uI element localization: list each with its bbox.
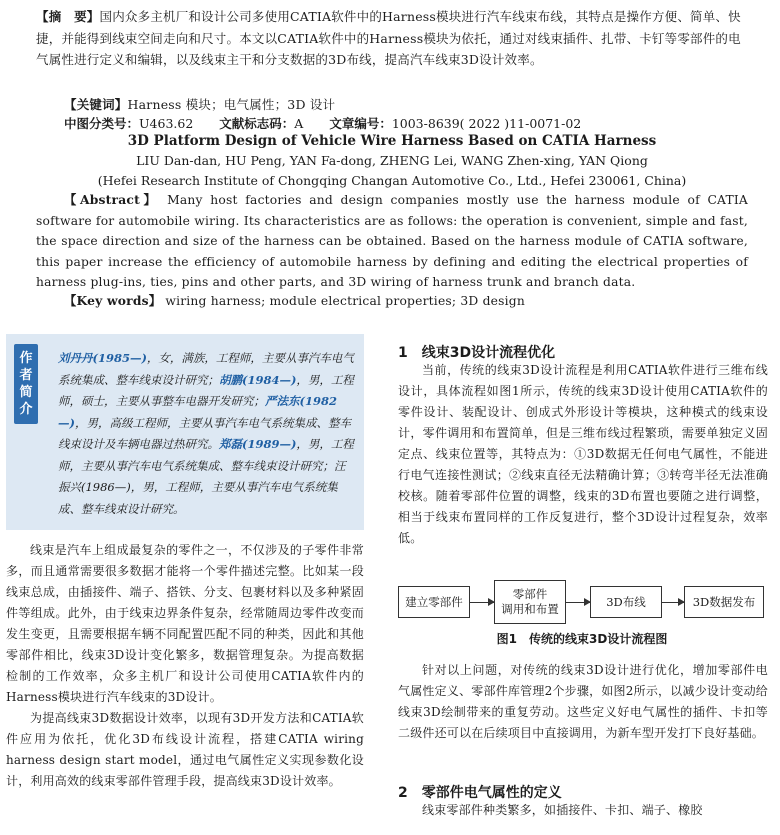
section-1-paragraph-2: 针对以上问题，对传统的线束3D设计进行优化，增加零部件电气属性定义、零部件库管理2个步骤，如图2所示，以减少设计变动给线束3D绘制带来的重复劳动。这些定义好电气属性的插件、卡扣等二级件还可以在后续项目中直接调用，为新车型开发打下良好基础。 <box>398 663 768 740</box>
author-bio-text: 刘丹丹(1985—)，女，满族，工程师，主要从事汽车电气系统集成、整车线束设计研究；胡鹏(1984—)，男，工程师，硕士，主要从事整车电器开发研究；严法东(1982—)，男，高级工程师，主要从事汽车电气系统集成、整车线束设计及车辆电器过热研究。郑磊(1989—)，男，工程师，主要从事汽车电气系统集成、整车线束设计研究；汪振兴(1986—)，男，工程师，主要从事汽车电气系统集成、整车线束设计研究。 <box>58 351 354 516</box>
abstract-en-text: Many host factories and design companies mostly use the harness module of CATIA software for automobile wiring. Its characteristics are as follows: the operation is convenient, simple and fast, the space direction and size of the harness can be obtained. Based on the harness module of CATIA software, this paper increase the efficiency of automobile harness by defining and editing the electrical properties of harness plug-ins, ties, pins and other parts, and 3D wiring of harness trunk and branch data. <box>36 193 749 289</box>
abstract-en-label: 【Abstract】 <box>64 192 160 207</box>
flow-step-4: 3D数据发布 <box>684 586 764 618</box>
doc-code: 文献标志码：A <box>219 116 304 131</box>
abstract-en <box>36 190 748 293</box>
section-2-body <box>398 800 768 821</box>
keywords-zh-label: 【关键词】 <box>64 97 128 112</box>
flow-step-1: 建立零部件 <box>398 586 470 618</box>
section-2-heading <box>398 782 768 802</box>
figure-1-caption <box>396 630 768 647</box>
keywords-en-text: wiring harness; module electrical properties; 3D design <box>165 294 525 308</box>
abstract-zh <box>36 6 748 71</box>
flow-arrow-2 <box>566 602 590 603</box>
section-2-paragraph-1: 线束零部件种类繁多，如插接件、卡扣、端子、橡胶 <box>422 803 703 817</box>
figure-1 <box>396 578 768 650</box>
abstract-zh-label: 【摘 要】 <box>36 9 100 24</box>
bio-name-4: 郑磊(1989—) <box>219 437 297 451</box>
figure-1-caption-text: 传统的线束3D设计流程图 <box>529 632 668 646</box>
keywords-zh-text: Harness 模块；电气属性；3D 设计 <box>127 97 336 112</box>
bio-name-3: 严法东(1982—) <box>58 394 337 430</box>
article-number: 文章编号：1003-8639( 2022 )11-0071-02 <box>329 116 582 131</box>
affiliation-en: (Hefei Research Institute of Chongqing Changan Automotive Co., Ltd., Hefei 230061, China) <box>97 173 687 188</box>
title-en: 3D Platform Design of Vehicle Wire Harness Based on CATIA Harness <box>127 133 657 149</box>
keywords-en-label: 【Key words】 <box>64 293 162 308</box>
section-2-number: 2 <box>398 785 408 801</box>
left-body <box>6 540 364 792</box>
section-2-title: 零部件电气属性的定义 <box>421 785 562 801</box>
left-paragraph-1: 线束是汽车上组成最复杂的零件之一，不仅涉及的子零件非常多，而且通常需要很多数据才能将一个零件描述完整。比如某一段线束总成，由插接件、端子、搭铁、分支、包裹材料以及多种紧固件等组成。此外，由于线束边界条件复杂，经常随周边零件改变而发生变更，且需要根据车辆不同配置匹配不同的种类，因此和其他零部件相比，线束3D设计变化繁多，数据管理复杂。为提高数据检制的工作效率，众多主机厂和设计公司使用CATIA软件内的Harness模块进行汽车线束的3D设计。 <box>6 543 364 704</box>
section-1-heading <box>398 342 768 362</box>
bio-name-1: 刘丹丹(1985—) <box>58 351 147 365</box>
author-bio-tag: 作 者 简 介 <box>14 344 38 424</box>
flow-arrow-3 <box>662 602 684 603</box>
section-1-paragraph-1: 当前，传统的线束3D设计流程是利用CATIA软件进行三维布线设计，具体流程如图1所示，传统的线束3D设计使用CATIA软件的零件设计、装配设计、创成式外形设计等模块，这种模式的线束设计，零件调用和布置简单，但是三维布线过程繁琐，需要单独定义固定点、线束位置等，其特点为：①3D数据无任何电气属性，不能进行电气连接性测试；②线束直径无法精确计算；③转弯半径无法准确校核。随着零部件位置的调整，线束的3D布置也要随之进行调整，相当于线束布置同样的工作反复进行，整个3D设计过程复杂，效率低。 <box>398 363 768 545</box>
section-1-body-2 <box>398 660 768 744</box>
abstract-zh-text: 国内众多主机厂和设计公司多使用CATIA软件中的Harness模块进行汽车线束布线，其特点是操作方便、简单、快捷，并能得到线束空间走向和尺寸。本文以CATIA软件中的Harness模块为依托，通过对线束插件、扎带、卡钉等零部件的电气属性进行定义和编辑，以及线束主干和分支数据的3D布线，提高汽车线束3D设计效率。 <box>36 9 741 67</box>
author-bio-box <box>6 334 364 530</box>
figure-1-number: 图1 <box>496 632 518 646</box>
flow-arrow-1 <box>470 602 494 603</box>
clc: 中图分类号：U463.62 <box>64 116 194 131</box>
section-1-title: 线束3D设计流程优化 <box>421 345 556 361</box>
classification-line <box>64 114 764 132</box>
flow-step-3: 3D布线 <box>590 586 662 618</box>
left-paragraph-2: 为提高线束3D数据设计效率，以现有3D开发方法和CATIA软件应用为依托，优化3D布线设计流程，搭建CATIA wiring harness design start model，通过电气属性定义实现参数化设计，利用高效的线束零部件管理手段，提高线束3D设计效率。 <box>6 711 364 788</box>
keywords-zh <box>64 94 764 116</box>
flow-step-2: 零部件 调用和布置 <box>494 580 566 624</box>
authors-en: LIU Dan-dan, HU Peng, YAN Fa-dong, ZHENG Lei, WANG Zhen-xing, YAN Qiong <box>136 153 648 168</box>
bio-name-2: 胡鹏(1984—) <box>219 372 297 387</box>
section-1-body <box>398 360 768 549</box>
keywords-en <box>64 290 764 312</box>
section-1-number: 1 <box>398 345 408 361</box>
